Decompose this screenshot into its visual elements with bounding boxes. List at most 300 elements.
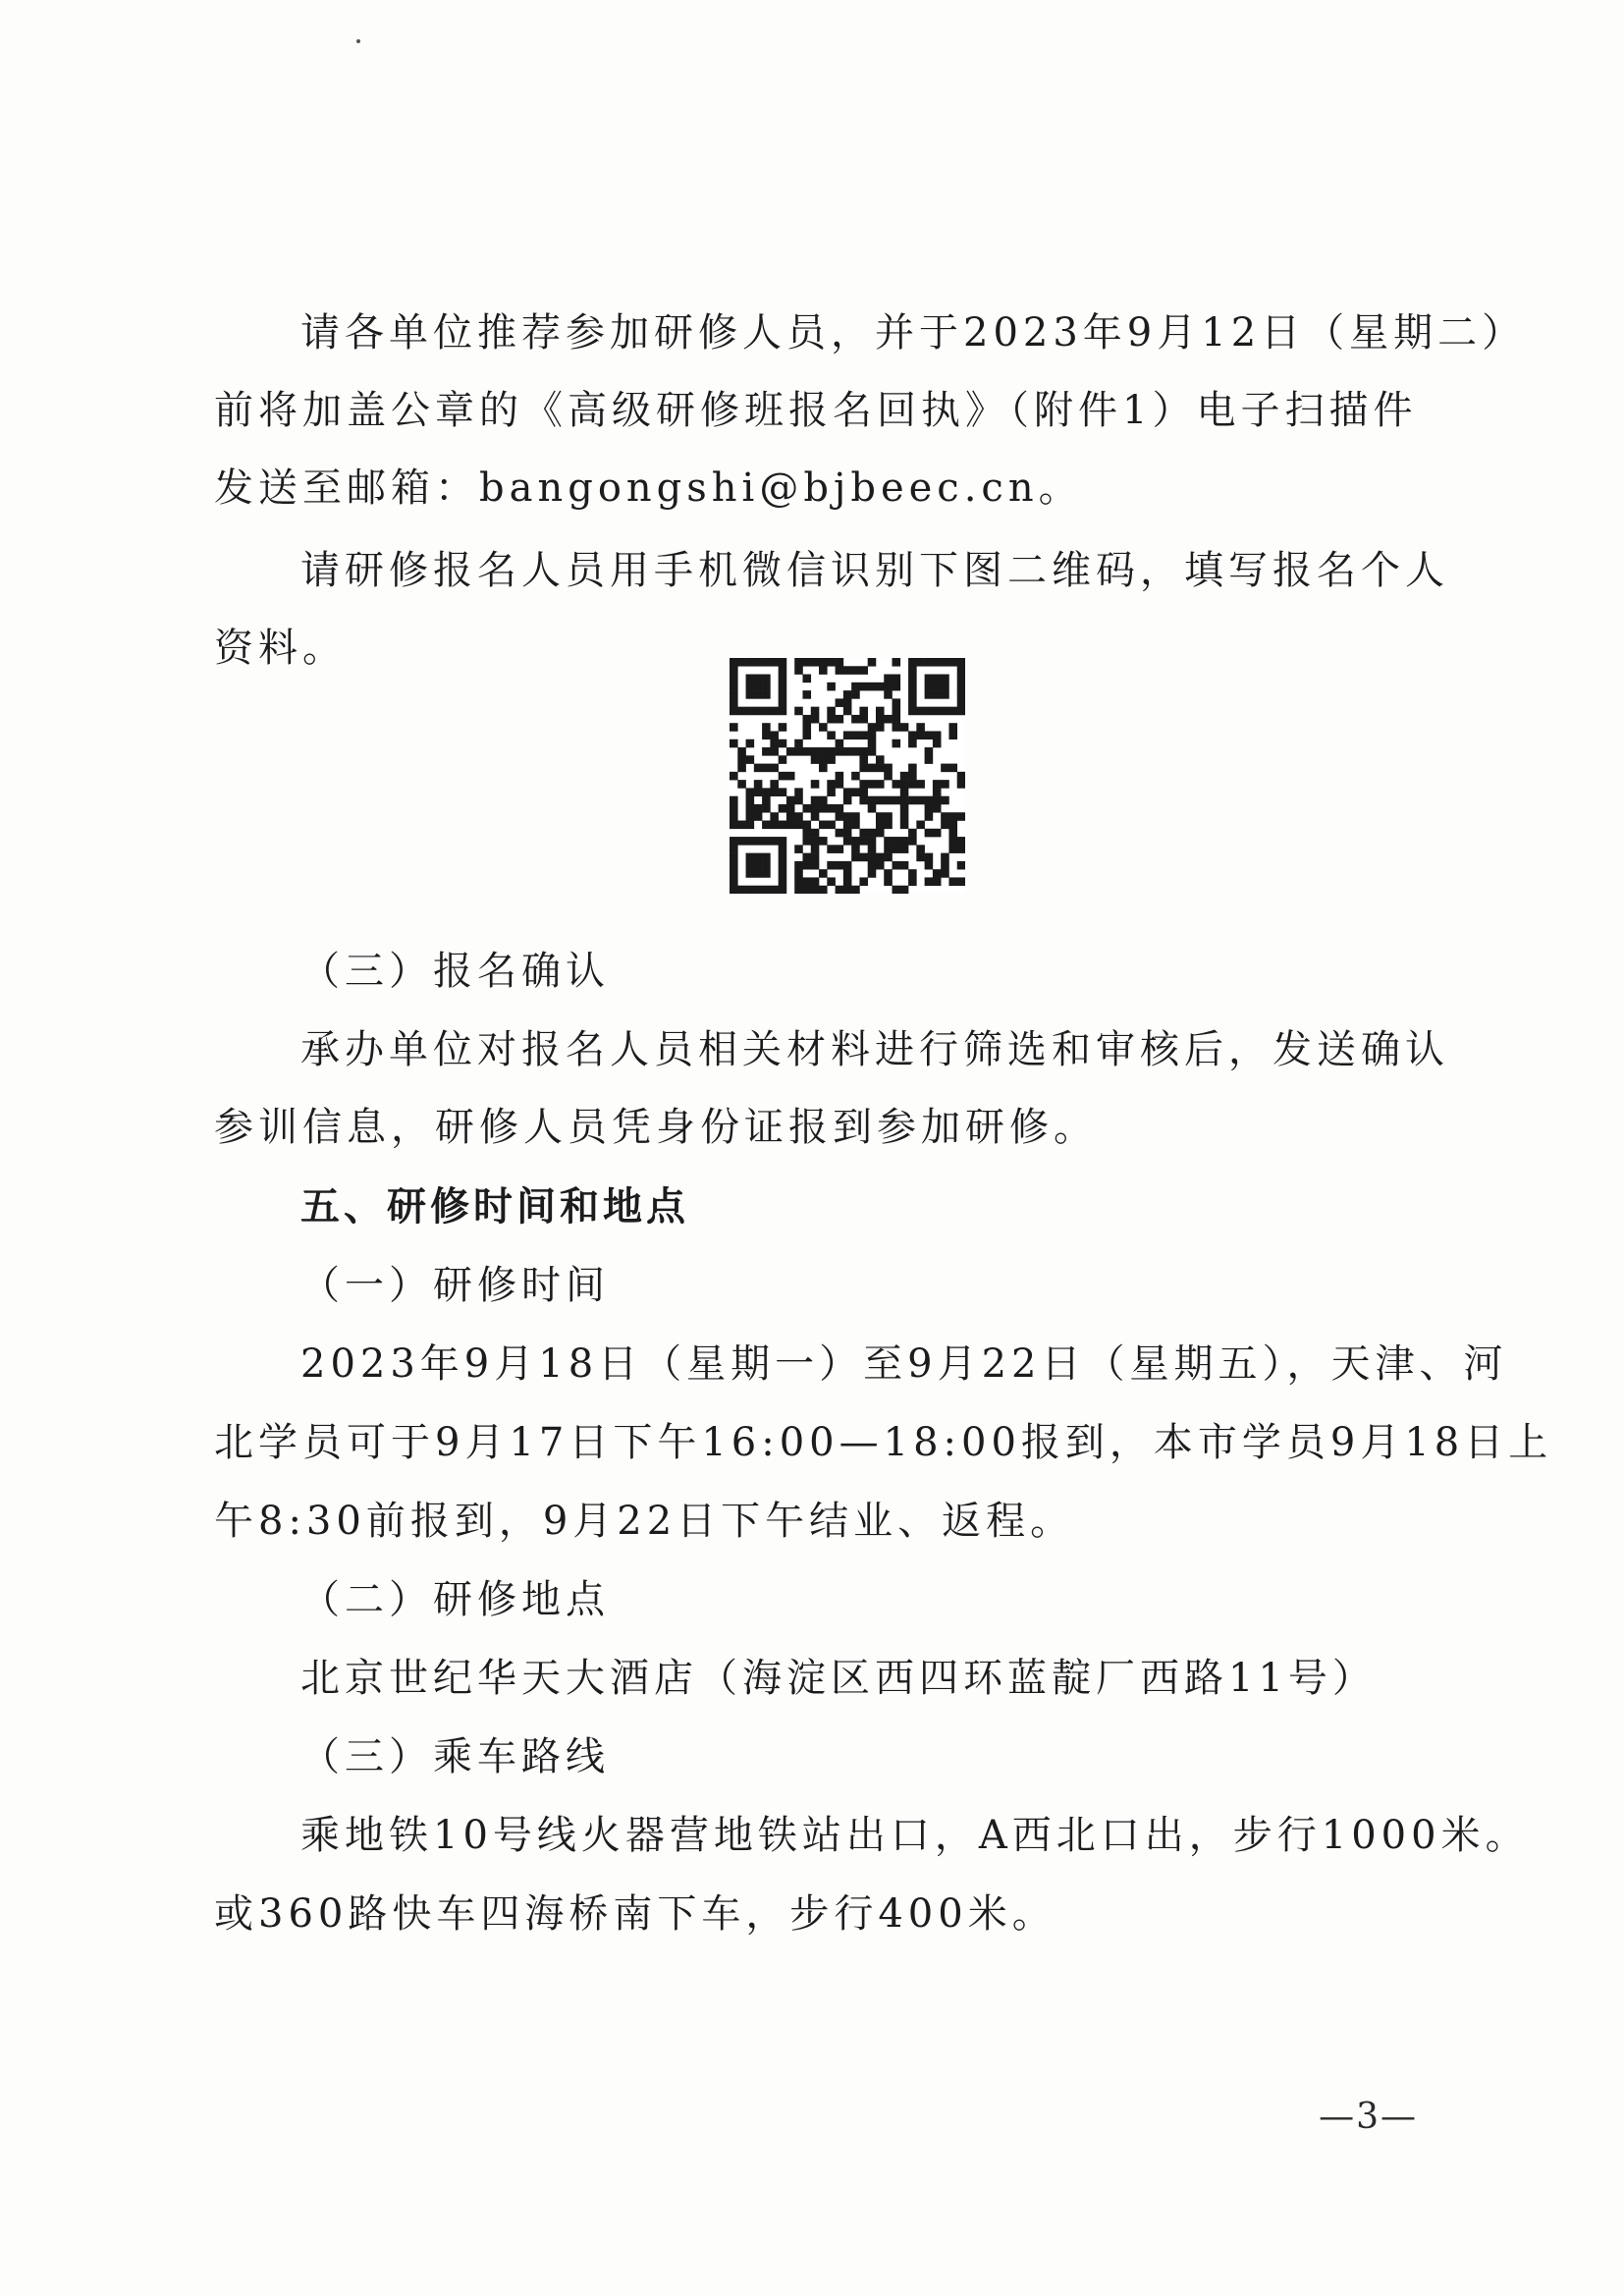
qr-module	[779, 666, 787, 675]
qr-module	[811, 804, 820, 813]
qr-module	[893, 886, 901, 894]
qr-module	[770, 739, 779, 748]
qr-module	[786, 772, 795, 781]
qr-module	[737, 780, 746, 789]
qr-module	[933, 829, 942, 838]
qr-module	[884, 812, 893, 821]
qr-module	[843, 837, 852, 846]
qr-module	[941, 683, 949, 691]
paragraph-line: 请各单位推荐参加研修人员，并于2023年9月12日（星期二）	[300, 310, 1527, 355]
qr-module	[746, 796, 755, 805]
qr-module	[762, 683, 771, 691]
qr-module	[933, 869, 942, 878]
qr-module	[762, 861, 771, 870]
qr-module	[893, 796, 901, 805]
qr-module	[762, 747, 771, 756]
qr-module	[730, 675, 738, 683]
qr-module	[827, 731, 836, 739]
qr-module	[859, 764, 868, 773]
qr-module	[762, 690, 771, 699]
paragraph-line: 或360路快车四海桥南下车，步行400米。	[214, 1891, 1056, 1937]
qr-module	[811, 861, 820, 870]
qr-module	[876, 821, 885, 830]
qr-module	[876, 755, 885, 764]
qr-module	[933, 796, 942, 805]
qr-module	[754, 764, 763, 773]
qr-module	[770, 707, 779, 716]
qr-module	[957, 812, 965, 821]
qr-module	[925, 853, 934, 862]
qr-module	[794, 886, 803, 894]
qr-module	[794, 812, 803, 821]
qr-module	[730, 869, 738, 878]
qr-module	[811, 877, 820, 886]
qr-module	[794, 658, 803, 667]
qr-module	[770, 812, 779, 821]
qr-module	[908, 877, 917, 886]
qr-module	[957, 666, 965, 675]
qr-module	[868, 764, 877, 773]
qr-module	[794, 861, 803, 870]
qr-module	[746, 788, 755, 796]
qr-module	[876, 715, 885, 724]
qr-module	[884, 853, 893, 862]
qr-module	[770, 764, 779, 773]
qr-module	[794, 821, 803, 830]
qr-module	[746, 869, 755, 878]
qr-module	[779, 739, 787, 748]
qr-module	[836, 845, 844, 853]
qr-module	[916, 821, 925, 830]
qr-module	[802, 690, 811, 699]
qr-module	[893, 658, 901, 667]
qr-module	[925, 690, 934, 699]
qr-code-graphic	[730, 658, 965, 894]
qr-module	[754, 861, 763, 870]
qr-module	[836, 861, 844, 870]
qr-module	[843, 861, 852, 870]
qr-module	[884, 837, 893, 846]
qr-module	[827, 755, 836, 764]
qr-module	[884, 690, 893, 699]
qr-module	[893, 698, 901, 707]
paragraph-line: 乘地铁10号线火器营地铁站出口，A西北口出，步行1000米。	[300, 1813, 1530, 1858]
qr-module	[957, 683, 965, 691]
qr-module	[836, 804, 844, 813]
qr-module	[957, 698, 965, 707]
qr-module	[941, 780, 949, 789]
qr-module	[948, 812, 957, 821]
qr-module	[746, 853, 755, 862]
qr-module	[811, 715, 820, 724]
qr-module	[851, 853, 860, 862]
paragraph-line: 资料。	[214, 626, 347, 671]
qr-module	[900, 886, 909, 894]
qr-module	[933, 683, 942, 691]
qr-module	[737, 755, 746, 764]
qr-module	[811, 886, 820, 894]
qr-module	[802, 821, 811, 830]
qr-module	[941, 869, 949, 878]
qr-module	[957, 707, 965, 716]
qr-module	[730, 845, 738, 853]
qr-module	[916, 853, 925, 862]
qr-module	[794, 747, 803, 756]
qr-module	[851, 731, 860, 739]
qr-module	[827, 845, 836, 853]
qr-module	[770, 821, 779, 830]
qr-module	[933, 788, 942, 796]
qr-module	[843, 707, 852, 716]
qr-module	[843, 829, 852, 838]
qr-module	[754, 837, 763, 846]
qr-module	[859, 853, 868, 862]
qr-module	[746, 707, 755, 716]
qr-module	[843, 747, 852, 756]
qr-module	[762, 886, 771, 894]
qr-module	[779, 804, 787, 813]
qr-module	[746, 804, 755, 813]
qr-module	[916, 731, 925, 739]
qr-module	[779, 707, 787, 716]
qr-module	[779, 853, 787, 862]
qr-module	[868, 837, 877, 846]
qr-module	[957, 877, 965, 886]
qr-module	[925, 877, 934, 886]
qr-module	[836, 780, 844, 789]
qr-module	[868, 796, 877, 805]
qr-module	[779, 821, 787, 830]
qr-module	[794, 707, 803, 716]
paragraph-line: 发送至邮箱：bangongshi@bjbeec.cn。	[214, 465, 1083, 511]
qr-module	[916, 845, 925, 853]
qr-module	[737, 837, 746, 846]
qr-module	[900, 821, 909, 830]
qr-module	[851, 747, 860, 756]
qr-module	[779, 675, 787, 683]
qr-module	[843, 796, 852, 805]
qr-module	[941, 707, 949, 716]
qr-module	[746, 658, 755, 667]
qr-module	[754, 869, 763, 878]
scan-speck	[356, 39, 360, 43]
qr-module	[941, 675, 949, 683]
qr-module	[754, 886, 763, 894]
qr-module	[933, 707, 942, 716]
page-number: —3—	[1319, 2097, 1418, 2137]
qr-module	[851, 772, 860, 781]
qr-module	[762, 804, 771, 813]
qr-module	[908, 675, 917, 683]
qr-module	[730, 690, 738, 699]
qr-module	[859, 829, 868, 838]
qr-module	[836, 886, 844, 894]
qr-module	[770, 658, 779, 667]
qr-module	[819, 837, 828, 846]
qr-module	[770, 780, 779, 789]
qr-module	[836, 812, 844, 821]
qr-module	[730, 804, 738, 813]
qr-module	[811, 707, 820, 716]
qr-module	[836, 698, 844, 707]
qr-module	[746, 861, 755, 870]
qr-module	[925, 812, 934, 821]
qr-module	[941, 764, 949, 773]
qr-module	[908, 683, 917, 691]
qr-module	[957, 861, 965, 870]
qr-module	[957, 690, 965, 699]
qr-module	[762, 821, 771, 830]
qr-module	[786, 747, 795, 756]
qr-module	[893, 845, 901, 853]
qr-module	[948, 658, 957, 667]
qr-module	[827, 707, 836, 716]
qr-module	[811, 780, 820, 789]
qr-module	[779, 755, 787, 764]
qr-module	[876, 796, 885, 805]
qr-module	[811, 837, 820, 846]
qr-module	[827, 715, 836, 724]
qr-module	[827, 804, 836, 813]
section-heading-confirm: （三）报名确认	[300, 949, 610, 994]
qr-module	[779, 683, 787, 691]
section-heading-five: 五、研修时间和地点	[300, 1184, 689, 1230]
qr-module	[908, 739, 917, 748]
qr-module	[851, 788, 860, 796]
qr-module	[884, 821, 893, 830]
qr-module	[730, 739, 738, 748]
qr-module	[859, 747, 868, 756]
qr-module	[916, 658, 925, 667]
qr-module	[762, 723, 771, 732]
qr-module	[908, 837, 917, 846]
qr-module	[908, 707, 917, 716]
qr-module	[754, 683, 763, 691]
qr-module	[843, 812, 852, 821]
qr-module	[779, 723, 787, 732]
qr-module	[836, 666, 844, 675]
qr-module	[900, 804, 909, 813]
qr-module	[754, 853, 763, 862]
qr-module	[941, 821, 949, 830]
qr-module	[843, 886, 852, 894]
qr-module	[868, 869, 877, 878]
qr-module	[794, 796, 803, 805]
qr-module	[811, 796, 820, 805]
qr-module	[925, 707, 934, 716]
qr-module	[933, 690, 942, 699]
qr-module	[819, 723, 828, 732]
qr-module	[746, 739, 755, 748]
qr-module	[754, 658, 763, 667]
qr-module	[900, 788, 909, 796]
qr-module	[802, 861, 811, 870]
paragraph-line: 前将加盖公章的《高级研修班报名回执》（附件1）电子扫描件	[214, 388, 1418, 433]
qr-module	[884, 675, 893, 683]
qr-module	[794, 666, 803, 675]
qr-module	[762, 788, 771, 796]
qr-module	[786, 804, 795, 813]
qr-module	[876, 707, 885, 716]
qr-module	[933, 675, 942, 683]
qr-module	[786, 821, 795, 830]
qr-module	[811, 845, 820, 853]
qr-module	[730, 698, 738, 707]
section-heading-time: （一）研修时间	[300, 1263, 610, 1308]
qr-module	[925, 683, 934, 691]
qr-module	[868, 723, 877, 732]
qr-module	[851, 683, 860, 691]
qr-module	[876, 861, 885, 870]
qr-module	[836, 715, 844, 724]
qr-module	[802, 675, 811, 683]
qr-module	[802, 877, 811, 886]
qr-code-icon	[730, 658, 965, 894]
qr-module	[916, 707, 925, 716]
qr-module	[908, 780, 917, 789]
qr-module	[884, 715, 893, 724]
qr-module	[746, 837, 755, 846]
qr-module	[859, 788, 868, 796]
paragraph-line: 请研修报名人员用手机微信识别下图二维码，填写报名个人	[300, 548, 1449, 593]
qr-module	[730, 772, 738, 781]
qr-module	[794, 739, 803, 748]
section-heading-place: （二）研修地点	[300, 1577, 610, 1622]
qr-module	[908, 658, 917, 667]
qr-module	[770, 788, 779, 796]
qr-module	[884, 764, 893, 773]
qr-module	[851, 837, 860, 846]
qr-module	[868, 829, 877, 838]
paragraph-line: 参训信息，研修人员凭身份证报到参加研修。	[214, 1105, 1098, 1150]
qr-module	[737, 747, 746, 756]
qr-module	[730, 666, 738, 675]
qr-module	[811, 658, 820, 667]
qr-module	[819, 747, 828, 756]
qr-module	[925, 861, 934, 870]
qr-module	[779, 869, 787, 878]
qr-module	[770, 837, 779, 846]
qr-module	[819, 764, 828, 773]
qr-module	[762, 869, 771, 878]
qr-module	[802, 747, 811, 756]
qr-module	[908, 698, 917, 707]
qr-module	[900, 837, 909, 846]
qr-module	[868, 804, 877, 813]
qr-module	[827, 821, 836, 830]
section-heading-route: （三）乘车路线	[300, 1734, 610, 1779]
qr-module	[811, 812, 820, 821]
qr-module	[948, 764, 957, 773]
qr-module	[900, 845, 909, 853]
qr-module	[908, 731, 917, 739]
qr-module	[941, 812, 949, 821]
qr-module	[811, 829, 820, 838]
qr-module	[925, 829, 934, 838]
qr-module	[868, 780, 877, 789]
qr-module	[900, 723, 909, 732]
qr-module	[779, 690, 787, 699]
qr-module	[730, 853, 738, 862]
qr-module	[730, 683, 738, 691]
qr-module	[948, 829, 957, 838]
qr-module	[786, 796, 795, 805]
qr-module	[908, 869, 917, 878]
qr-module	[893, 739, 901, 748]
qr-module	[779, 837, 787, 846]
qr-module	[948, 707, 957, 716]
qr-module	[884, 869, 893, 878]
qr-module	[786, 812, 795, 821]
qr-module	[819, 821, 828, 830]
qr-module	[802, 804, 811, 813]
qr-module	[746, 675, 755, 683]
qr-module	[754, 804, 763, 813]
qr-module	[754, 707, 763, 716]
qr-module	[933, 739, 942, 748]
qr-module	[859, 877, 868, 886]
qr-module	[941, 861, 949, 870]
qr-module	[884, 772, 893, 781]
qr-module	[868, 861, 877, 870]
qr-module	[916, 723, 925, 732]
qr-module	[737, 821, 746, 830]
qr-module	[754, 675, 763, 683]
qr-module	[819, 804, 828, 813]
qr-module	[770, 886, 779, 894]
qr-module	[746, 886, 755, 894]
qr-module	[884, 877, 893, 886]
qr-module	[948, 877, 957, 886]
qr-module	[770, 731, 779, 739]
qr-module	[730, 658, 738, 667]
qr-module	[836, 829, 844, 838]
qr-module	[893, 861, 901, 870]
paragraph-line: 北学员可于9月17日下午16:00—18:00报到，本市学员9月18日上	[214, 1420, 1553, 1465]
qr-module	[893, 837, 901, 846]
qr-module	[779, 877, 787, 886]
qr-module	[730, 812, 738, 821]
qr-module	[957, 658, 965, 667]
qr-module	[925, 675, 934, 683]
qr-module	[868, 739, 877, 748]
qr-module	[819, 796, 828, 805]
qr-module	[762, 764, 771, 773]
qr-module	[908, 772, 917, 781]
qr-module	[893, 780, 901, 789]
qr-module	[746, 755, 755, 764]
qr-module	[859, 683, 868, 691]
qr-module	[900, 861, 909, 870]
qr-module	[925, 755, 934, 764]
qr-module	[770, 747, 779, 756]
qr-module	[827, 747, 836, 756]
qr-module	[730, 861, 738, 870]
qr-module	[876, 780, 885, 789]
qr-module	[730, 837, 738, 846]
qr-module	[730, 886, 738, 894]
qr-module	[876, 812, 885, 821]
paragraph-line: 承办单位对报名人员相关材料进行筛选和审核后，发送确认	[300, 1027, 1449, 1072]
qr-module	[737, 886, 746, 894]
qr-module	[730, 821, 738, 830]
qr-module	[730, 877, 738, 886]
qr-module	[884, 683, 893, 691]
qr-module	[754, 788, 763, 796]
qr-module	[843, 821, 852, 830]
qr-module	[827, 861, 836, 870]
qr-module	[925, 796, 934, 805]
